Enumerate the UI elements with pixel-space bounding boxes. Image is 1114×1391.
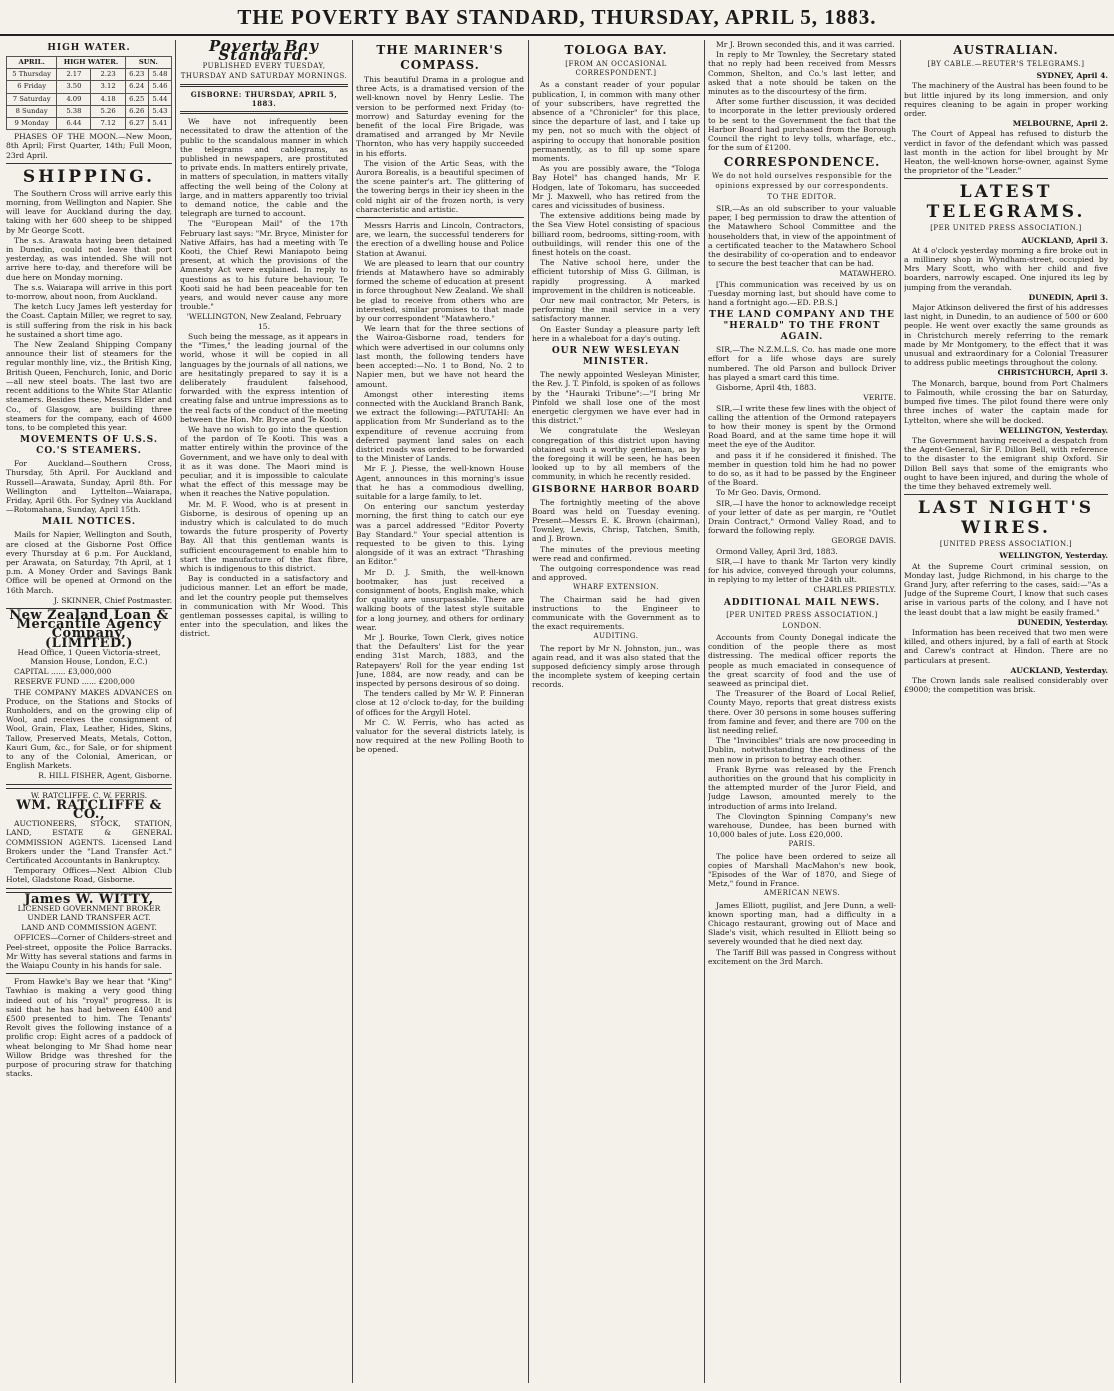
paragraph: Our new mail contractor, Mr Peters, is performing the mail service in a very satisfactory manner. [532, 296, 700, 324]
column-rule [704, 40, 705, 1383]
table-row: 7 Saturday 4.09 4.18 6.25 5.44 [7, 93, 172, 105]
paragraph: Amongst other interesting items connected with the Auckland Branch Bank, we extract the following:—PATUTAHI: An application from Mr Sunderland as to the expenditure of revenue accruing from deferred payment land sales on each district roads was ordered to be forwarded to the Minister of Lands. [356, 389, 524, 464]
paragraph: Mr J. Bourke, Town Clerk, gives notice that the Defaulters' List for the year ending 31st March, 1883, and the Ratepayers' Roll for the year ending 1st June, 1884, are now ready, and can be inspected by persons desirous of so doing. [356, 632, 524, 688]
column-rule [528, 40, 529, 1383]
paragraph: The vision of the Artic Seas, with the Aurora Borealis, is a beautiful specimen of the scene painter's art. The glittering of the towering bergs in their icy sheen in the cold night air of the frozen north, is very characteristic and artistic. [356, 158, 524, 214]
paragraph: The "European Mail" of the 17th February last says: "Mr. Bryce, Minister for Native Affairs, has had a meeting with Te Kooti, the Chief Rewi Maniapoto being present, at which the provisions of the Amnesty Act were explained. In reply to questions as to his future behaviour, Te Kooti said he had been peaceable for ten years, and would never cause any more trouble." [180, 219, 348, 312]
paragraph: Major Atkinson delivered the first of his addresses last night, in Dunedin, to an audience of 500 or 600 people. He went over exactly the same grounds as in Christchurch merely referring to the remark made by Mr Montgomery, to the effect that it was unusual and extraordinary for a Colonial Treasurer to address public meetings throughout the colony. [904, 303, 1108, 368]
ad-title: James W. WITTY, [24, 891, 154, 907]
tide-col-header: SUN. [125, 57, 171, 69]
paragraph: SIR,—The N.Z.M.L.S. Co. has made one more effort for a life whose days are surely numbered. The old Parson and bullock Driver has played a smart card this time. [708, 345, 896, 382]
paragraph: The Chairman said he had given instructions to the Engineer to communicate with the Government as to the exact requirements. [532, 594, 700, 632]
paragraph: SIR,—I have the honor to acknowledge receipt of your letter of date as per margin, re "Outlet Drain Contract," Ormond Valley Road, and to forward the following reply. [708, 498, 896, 536]
paragraph: The "Invincibles" trials are now proceeding in Dublin, notwithstanding the readiness of the men now in prison to betray each other. [708, 736, 896, 764]
paragraph: As you are possibly aware, the "Tologa Bay Hotel" has changed hands, Mr F. Hodgen, late of Tokomaru, has succeeded Mr J. Maxwell, who has retired from the cares and vicissitudes of business. [532, 164, 700, 211]
paragraph: We are pleased to learn that our country friends at Matawhero have so admirably formed the scheme of education at present in force throughout New Zealand. We shall be glad to receive from others who are interested, similar promises to that made by our correspondent "Matawhero." [356, 258, 524, 324]
paragraph: This beautiful Drama in a prologue and three Acts, is a dramatised version of the well-known novel by Henry Leslie. The version to be performed next Friday (to-morrow) and Saturday evening for the benefit of the local Fire Brigade, was dramatised and arranged by Mr Nevile Thornton, who has very happily succeeded in his efforts. [356, 75, 524, 158]
paragraph: After some further discussion, it was decided to incorporate in the letter previously ordered to be sent to the Government the fact that the Harbor Board had purchased from the Borough Council the right to levy tolls, wharfage, etc., for the sum of £1200. [708, 97, 896, 153]
column-5: Mr J. Brown seconded this, and it was carried. In reply to Mr Townley, the Secretary stated that no reply had been received from Messrs Common, Shelton, and Co.'s last letter, and asked that a note should be taken on the minutes as to the discourtesy of the firm. After some further discussion, it was decided to incorporate in the letter previously ordered to be sent to the Government the fact that the Harbor Board had purchased from the Borough Council the right to levy tolls, wharfage, etc., for the sum of £1200. CORRESPONDENCE. We do not hold ourselves responsible for the opinions expressed by our correspondents. TO THE EDITOR. SIR,—As an old subscriber to your valuable paper, I beg permission to draw the attention of the Matawhero School Committee and the householders that, in view of the appointment of a certificated teacher to the Matawhero School the desirability of co-operation and to endeavor to secure the best teacher that can be had. MATAWHERO. [This communication was received by us on Tuesday morning last, but should have come to hand a fortnight ago.—ED. P.B.S.] THE LAND COMPANY AND THE "HERALD" TO THE FRONT AGAIN. SIR,—The N.Z.M.L.S. Co. has made one more effort for a life whose days are surely numbered. The old Parson and bullock Driver has played a smart card this time. Gisborne, April 4th, 1883. VERITE. SIR,—I write these few lines with the object of calling the attention of the Ormond ratepayers to how their money is spent by the Ormond Road Board, and at the same time hope it will meet the eye of the Auditor. and pass it if he considered it finished. The member in question told him he had no power to do so, as it had to be passed by the Engineer of the Board. To Mr Geo. Davis, Ormond. SIR,—I have the honor to acknowledge receipt of your letter of date as per margin, re "Outlet Drain Contract," Ormond Valley Road, and to forward the following reply. GEORGE DAVIS. Ormond Valley, April 3rd, 1883. SIR,—I have to thank Mr Tarton very kindly for his advice, conveyed through your columns, in replying to my letter of the 24th ult. CHARLES PRIESTLY. ADDITIONAL MAIL NEWS. [PER UNITED PRESS ASSOCIATION.] LONDON. Accounts from County Donegal indicate the condition of the people there as most distressing. The medical officer reports the people as much emaciated in consequence of the great scarcity of food and the use of seaweed as principal diet. The Treasurer of the Board of Local Relief, County Mayo, reports that great distress exists there. Over 30 persons in some houses suffering from famine and fever, and there are 700 on the list needing relief. The "Invincibles" trials are now proceeding in Dublin, notwithstanding the readiness of the men now in prison to betray each other. Frank Byrne was released by the French authorities on the ground that his complicity in the attempted murder of the Juror Field, and Judge Lawson, amounted merely to the introduction of arms into Ireland. The Clovington Spinning Company's new warehouse, Dundee, has been burned with 10,000 bales of jute. Loss £20,000. PARIS. The police have been ordered to seize all copies of Marshall MacMahon's new book, "Episodes of the War of 1870, and Siege of Metz," found in France. AMERICAN NEWS. James Elliott, pugilist, and Jere Dunn, a well-known sporting man, had a difficulty in a Chicago restaurant, growing out of Mace and Slade's visit, which resulted in Elliott being so severely wounded that he died next day. The Tariff Bill was passed in Congress without excitement on the 3rd March. [708, 40, 896, 966]
section-heading: THE LAND COMPANY AND THE "HERALD" TO THE FRONT AGAIN. [709, 310, 895, 343]
paragraph: Accounts from County Donegal indicate the condition of the people there as most distressing. The medical officer reports the people as much emaciated in consequence of the great scarcity of food and the use of seaweed as principal diet. [708, 632, 896, 688]
column-rule [352, 40, 353, 1383]
table-row: 9 Monday 6.44 7.12 6.27 5.41 [7, 118, 172, 130]
editorial-masthead: Poverty Bay Standard. [208, 40, 320, 65]
paragraph: The Southern Cross will arrive early this morning, from Wellington and Napier. She will leave for Auckland during the day, taking with her 600 sheep to be shipped by Mr George Scott. [6, 188, 172, 235]
masthead [0, 0, 1114, 36]
column-rule [900, 40, 901, 1383]
section-heading: TOLOGA BAY. [564, 43, 668, 57]
ad-title: WM. RATCLIFFE & CO., [16, 797, 162, 823]
paragraph: At 4 o'clock yesterday morning a fire broke out in a millinery shop in Wyndham-street, occupied by Mrs Mary Scott, who with her child and five boarders, narrowly escaped. One injured its leg by jumping from the verandah. [904, 245, 1108, 292]
paragraph: The minutes of the previous meeting were read and confirmed. [532, 544, 700, 563]
paragraph: In reply to Mr Townley, the Secretary stated that no reply had been received from Messrs Common, Shelton, and Co.'s last letter, and asked that a note should be taken on the minutes as to the discourtesy of the firm. [708, 50, 896, 97]
paragraph: and pass it if he considered it finished. The member in question told him he had no power to do so, as it had to be passed by the Engineer of the Board. [708, 450, 896, 488]
paragraph: Information has been received that two men were killed, and others injured, by a fall of earth at Stock and Carew's contract at Hindon. There are no particulars at present. [904, 627, 1108, 665]
paragraph: The Government having received a despatch from the Agent-General, Sir F. Dillon Bell, with reference to the disaster to the emigrant ship Oxford. Sir Dillon Bell says that some of the emigrants who ought to have been injured, and during the whole of the time they behaved extremely well. [904, 435, 1108, 491]
paragraph: The Tariff Bill was passed in Congress without excitement on the 3rd March. [708, 947, 896, 966]
mail-heading: MAIL NOTICES. [42, 517, 136, 528]
signature: J. SKINNER, Chief Postmaster. [53, 595, 172, 605]
advertisement: W. RATCLIFFE. C. W. FERRIS. WM. RATCLIFFE & CO., AUCTIONEERS, STOCK, STATION, LAND, ESTATE & GENERAL COMMISSION AGENTS. Licensed Land Brokers under the "Land Transfer Act." Certificated Accountants in Bankruptcy. Temporary Offices—Next Albion Club Hotel, Gladstone Road, Gisborne. [6, 788, 172, 889]
section-heading: LATEST TELEGRAMS. [926, 182, 1086, 223]
column-1 [6, 40, 172, 1383]
section-heading: AUSTRALIAN. [953, 43, 1059, 57]
section-heading: ADDITIONAL MAIL NEWS. [723, 597, 881, 608]
paragraph: The outgoing correspondence was read and approved. [532, 563, 700, 583]
paragraph: The Treasurer of the Board of Local Relief, County Mayo, reports that great distress exists there. Over 30 persons in some houses suffering from famine and fever, and there are 700 on the list needing relief. [708, 689, 896, 735]
paragraph: The Native school here, under the efficient tutorship of Miss G. Gillman, is rapidly progressing. A marked improvement in the children is noticeable. [532, 258, 700, 295]
signature: GEORGE DAVIS. [831, 536, 896, 546]
paragraph: 'WELLINGTON, New Zealand, February 15. [186, 312, 342, 331]
paragraph: The machinery of the Austral has been found to be but little injured by its long immersion, and only requires cleaning to be again in proper working order. [904, 81, 1108, 119]
paragraph: The s.s. Arawata having been detained in Dunedin, could not leave that port yesterday, as was intended. She will not arrive here to-day, and therefore will be due here on Monday morning. [6, 235, 172, 282]
paragraph: On Easter Sunday a pleasure party left here in a whaleboat for a day's outing. [532, 324, 700, 343]
paragraph: Mails for Napier, Wellington and South, are closed at the Gisborne Post Office every Thursday at 6 p.m. For Auckland, per Arawata, on Saturday, 7th April, at 1 p.m. A Money Order and Savings Bank Office will be opened at Ormond on the 16th March. [6, 530, 172, 595]
paragraph: The Clovington Spinning Company's new warehouse, Dundee, has been burned with 10,000 bales of jute. Loss £20,000. [708, 811, 896, 840]
paragraph: The fortnightly meeting of the above Board was held on Tuesday evening. Present—Messrs E. K. Brown (chairman), Townley, Lewis, Chrisp, Tatchen, Smith, and J. Brown. [532, 497, 700, 544]
paragraph: [This communication was received by us on Tuesday morning last, but should have come to hand a fortnight ago.—ED. P.B.S.] [708, 279, 896, 308]
paragraph: We learn that for the three sections of the Wairoa-Gisborne road, tenders for which were advertised in our columns only last month, the following tenders have been accepted:—No. 1 to Bond, No. 2 to Napier men, but we have not heard the amount. [356, 324, 524, 389]
paragraph: SIR,—As an old subscriber to your valuable paper, I beg permission to draw the attention of the Matawhero School Committee and the householders that, in view of the appointment of a certificated teacher to the Matawhero School the desirability of co-operation and to endeavor to secure the best teacher that can be had. [708, 204, 896, 269]
paragraph: The report by Mr N. Johnston, jun., was again read, and it was also stated that the supposed deficiency simply arose through the incomplete system of keeping certain records. [532, 643, 700, 690]
paragraph: The newly appointed Wesleyan Minister, the Rev. J. T. Pinfold, is spoken of as follows by the "Hauraki Tribune":—"I bring Mr Pinfold we shall lose one of the most energetic clergymen we have ever had in this district." [532, 370, 700, 426]
column-6: AUSTRALIAN. [BY CABLE.—REUTER'S TELEGRAMS.] SYDNEY, April 4. The machinery of the Austral has been found to be but little injured by its long immersion, and only requires cleaning to be again in proper working order. MELBOURNE, April 2. The Court of Appeal has refused to disturb the verdict in favor of the defendant which was passed last month in the action for libel brought by Mr Heaton, the well-known horse-owner, against Syme the proprietor of the "Leader." LATEST TELEGRAMS. [PER UNITED PRESS ASSOCIATION.] AUCKLAND, April 3. At 4 o'clock yesterday morning a fire broke out in a millinery shop in Wyndham-street, occupied by Mrs Mary Scott, who with her child and five boarders, narrowly escaped. One injured its leg by jumping from the verandah. DUNEDIN, April 3. Major Atkinson delivered the first of his addresses last night, in Dunedin, to an audience of 500 or 600 people. He went over exactly the same grounds as in Christchurch merely referring to the remark made by Mr Montgomery, to the effect that it was unusual and extraordinary for a Colonial Treasurer to address public meetings throughout the colony. CHRISTCHURCH, April 3. The Monarch, barque, bound from Port Chalmers to Falmouth, while crossing the bar on Saturday, bumped five times. The pilot found there were only three inches of water the captain made for Lyttelton, where she will be docked. WELLINGTON, Yesterday. The Government having received a despatch from the Agent-General, Sir F. Dillon Bell, with reference to the disaster to the emigrant ship Oxford. Sir Dillon Bell says that some of the emigrants who ought to have been injured, and during the whole of the time they behaved extremely well. LAST NIGHT'S WIRES. [UNITED PRESS ASSOCIATION.] WELLINGTON, Yesterday. At the Supreme Court criminal session, on Monday last, Judge Richmond, in his charge to the Grand Jury, after referring to the cases, said:—"As a Judge of the Supreme Court, I know that such cases arise in various parts of the colony, and I have not the least doubt that a law might be easily framed." DUNEDIN, Yesterday. Information has been received that two men were killed, and others injured, by a fall of earth at Stock and Carew's contract at Hindon. There are no particulars at present. AUCKLAND, Yesterday. The Crown lands sale realised considerably over £9000; the competition was brisk. [904, 43, 1108, 695]
paragraph: The Court of Appeal has refused to disturb the verdict in favor of the defendant which was passed last month in the action for libel brought by Mr Heaton, the well-known horse-owner, against Syme the proprietor of the "Leader." [904, 129, 1108, 176]
paragraph: We have not infrequently been necessitated to draw the attention of the public to the scandalous manner in which the telegrams and cablegrams, as published in newspapers, are prostituted to private ends. In matters entirely private, in matters of speculation, in matters vitally affecting the well being of the Colony at large, and in matters apparently too trivial to demand notice, the cable and the telegraph are turned to account. [180, 117, 348, 219]
paragraph: SIR,—I have to thank Mr Tarton very kindly for his advice, conveyed through your columns, in replying to my letter of the 24th ult. [708, 556, 896, 585]
paragraph: Such being the message, as it appears in the "Times," the leading journal of the world, whose it will be copied in all languages by the journals of all nations, we are hesitatingly prepared to say it is a deliberately fraudulent falsehood, forwarded with the express intention of creating false and untrue impressions as to the real facts of the conduct of the meeting between the Hon. Mr. Bryce and Te Kooti. [180, 331, 348, 424]
column-rule [175, 40, 176, 1383]
signature: CHARLES PRIESTLY. [813, 585, 896, 595]
paragraph: For Auckland—Southern Cross, Thursday, 5th April. For Auckland and Russell—Arawata, Sunday, April 8th. For Wellington and Lyttelton—Waiarapa, Friday, April 6th. For Sydney via Auckland—Rotomahana, Sunday, April 15th. [6, 459, 172, 515]
paragraph: Messrs Harris and Lincoln, Contractors, are, we learn, the successful tenderers for the erection of a dwelling house and Police Station at Awanui. [356, 221, 524, 258]
shipping-heading: SHIPPING. [22, 166, 156, 187]
paragraph: SIR,—I write these few lines with the object of calling the attention of the Ormond ratepayers to how their money is spent by the Ormond Road Board, and at the same time hope it will meet the eye of the Auditor. [708, 403, 896, 450]
newspaper-title: THE POVERTY BAY STANDARD, THURSDAY, APRIL 5, 1883. [237, 5, 877, 29]
table-row: 8 Sunday 5.38 5.26 6.26 5.43 [7, 105, 172, 117]
section-heading: OUR NEW WESLEYAN MINISTER. [551, 346, 681, 368]
tide-table [6, 56, 172, 130]
paragraph: The extensive additions being made by the Sea View Hotel consisting of spacious billiard room, bedrooms, sitting-room, with outbuildings, will render this one of the finest hotels on the coast. [532, 211, 700, 258]
paragraph: The ketch Lucy James left yesterday for the Coast. Captain Miller, we regret to say, is still suffering from the risk in his back he sustained a short time ago. [6, 302, 172, 339]
paragraph: As a constant reader of your popular publication, I, in common with many other of your subscribers, have regretted the absence of a "Chronicler" for this place, since the departure of last, and I take up my pen, not so much with the object of aspiring to occupy that honorable position permanently, as to fill up some spare moments. [532, 80, 700, 164]
advertisement: New Zealand Loan & Mercantile Agency Company, (LIMITED.) Head Office, 1 Queen Victoria-street, Mansion House, London, E.C.) CAPITAL ...... £3,000,000 RESERVE FUND ...... £200,000 THE COMPANY MAKES ADVANCES on Produce, on the Stations and Stocks of Runholders, and on the growing clip of Wool, and receives the consignment of Wool, Grain, Flax, Leather, Hides, Skins, Tallow, Preserved Meats, Metals, Cotton, Kauri Gum, &c., for Sale, or for shipment to any of the Colonial, American, or English Markets. R. HILL FISHER, Agent, Gisborne. [6, 608, 172, 785]
advertisement: James W. WITTY, LICENSED GOVERNMENT BROKER UNDER LAND TRANSFER ACT. LAND AND COMMISSION AGENT. OFFICES—Corner of Childers-street and Peel-street, opposite the Police Barracks. Mr Witty has several stations and farms in the Waiapu County in his hands for sale. [6, 892, 172, 975]
section-heading: THE MARINER'S COMPASS. [376, 43, 504, 72]
column-3 [356, 40, 524, 1383]
paragraph: Mr F. J. Piesse, the well-known House Agent, announces in this morning's issue that he has a commodious dwelling, suitable for a large family, to let. [356, 464, 524, 501]
paragraph: Mr J. Brown seconded this, and it was carried. [716, 40, 895, 49]
signature: VERITE. [863, 393, 896, 403]
column-4: TOLOGA BAY. [FROM AN OCCASIONAL CORRESPONDENT.] As a constant reader of your popular publication, I, in common with many other of your subscribers, have regretted the absence of a "Chronicler" for this place, since the departure of last, and I take up my pen, not so much with the object of aspiring to occupy that honorable position permanently, as to fill up some spare moments. As you are possibly aware, the "Tologa Bay Hotel" has changed hands, Mr F. Hodgen, late of Tokomaru, has succeeded Mr J. Maxwell, who has retired from the cares and vicissitudes of business. The extensive additions being made by the Sea View Hotel consisting of spacious billiard room, bedrooms, sitting-room, with outbuildings, will render this one of the finest hotels on the coast. The Native school here, under the efficient tutorship of Miss G. Gillman, is rapidly progressing. A marked improvement in the children is noticeable. Our new mail contractor, Mr Peters, is performing the mail service in a very satisfactory manner. On Easter Sunday a pleasure party left here in a whaleboat for a day's outing. OUR NEW WESLEYAN MINISTER. The newly appointed Wesleyan Minister, the Rev. J. T. Pinfold, is spoken of as follows by the "Hauraki Tribune":—"I bring Mr Pinfold we shall lose one of the most energetic clergymen we have ever had in this district." We congratulate the Wesleyan congregation of this district upon having obtained such a worthy gentleman, as by the foregoing it will be seen, he has been looked up to by all members of the community, in which he recently resided. GISBORNE HARBOR BOARD The fortnightly meeting of the above Board was held on Tuesday evening. Present—Messrs E. K. Brown (chairman), Townley, Lewis, Chrisp, Tatchen, Smith, and J. Brown. The minutes of the previous meeting were read and confirmed. The outgoing correspondence was read and approved. WHARF EXTENSION. The Chairman said he had given instructions to the Engineer to communicate with the Government as to the exact requirements. AUDITING. The report by Mr N. Johnston, jun., was again read, and it was also stated that the supposed deficiency simply arose through the incomplete system of keeping certain records. [532, 43, 700, 690]
paragraph: The Monarch, barque, bound from Port Chalmers to Falmouth, while crossing the bar on Saturday, bumped five times. The pilot found there were only three inches of water the captain made for Lyttelton, where she will be docked. [904, 378, 1108, 425]
paragraph: The s.s. Waiarapa will arrive in this port to-morrow, about noon, from Auckland. [6, 282, 172, 302]
paragraph: James Elliott, pugilist, and Jere Dunn, a well-known sporting man, had a difficulty in a Chicago restaurant, growing out of Mace and Slade's visit, which resulted in Elliott being so severely wounded that he died next day. [708, 900, 896, 947]
section-heading: GISBORNE HARBOR BOARD [532, 484, 700, 495]
paragraph: On entering our sanctum yesterday morning, the first thing to catch our eye was a parcel addressed "Editor Poverty Bay Standard." Your special attention is requested to be given to this. Lying alongside of it was an extract "Thrashing an Editor." [356, 502, 524, 567]
paragraph: The New Zealand Shipping Company announce their list of steamers for the regular monthly line, viz., the British King, British Queen, Fenchurch, Ionic, and Doric—all new steel boats. The last two are recent additions to the White Star Atlantic steamers. Besides these, Messrs Elder and Co., of Glasgow, are building three steamers for the company, each of 4600 tons, to be completed this year. [6, 340, 172, 432]
table-row: 5 Thursday 2.17 2.23 6.23 5.48 [7, 69, 172, 81]
paragraph: From Hawke's Bay we hear that "King" Tawhiao is making a very good thing indeed out of his "royal" progress. It is said that he has had between £400 and £500 presented to him. The Tenants' Revolt gives the following instance of a prolific crop: Eight acres of a paddock of wheat belonging to Mr Shad home near Willow Bridge was threshed for the purpose of procuring straw for thatching stacks. [6, 977, 172, 1079]
tide-col-header: APRIL. [7, 57, 57, 69]
dateline: GISBORNE: THURSDAY, APRIL 5, 1883. [190, 89, 338, 109]
paragraph: We congratulate the Wesleyan congregation of this district upon having obtained such a worthy gentleman, as by the foregoing it will be seen, he has been looked up to by all members of the community, in which he recently resided. [532, 426, 700, 482]
paragraph: The police have been ordered to seize all copies of Marshall MacMahon's new book, "Episodes of the War of 1870, and Siege of Metz," found in France. [708, 851, 896, 889]
tide-heading: HIGH WATER. [47, 43, 131, 53]
paragraph: Bay is conducted in a satisfactory and judicious manner. Let an effort be made, and let the country people put themselves in communication with Mr Wood. This gentleman possesses capital, is willing to enter into the speculation, and likes the district. [180, 574, 348, 639]
section-heading: LAST NIGHT'S WIRES. [917, 498, 1095, 539]
section-heading: CORRESPONDENCE. [723, 155, 881, 170]
paragraph: We have no wish to go into the question of the pardon of Te Kooti. This was a matter entirely within the province of the Government, and we have only to deal with it as it was done. The Maori mind is peculiar, and it is impossible to calculate what the effect of this message may be when it reaches the Native population. [180, 424, 348, 499]
paragraph: The tenders called by Mr W. P. Finneran close at 12 o'clock to-day, for the building of offices for the Argyll Hotel. [356, 689, 524, 717]
paragraph: Mr C. W. Ferris, who has acted as valuator for the several districts lately, is now required at the new Polling Booth to be opened. [356, 717, 524, 755]
paragraph: Frank Byrne was released by the French authorities on the ground that his complicity in the attempted murder of the Juror Field, and Judge Lawson, amounted merely to the introduction of arms into Ireland. [708, 764, 896, 811]
paragraph: The Crown lands sale realised considerably over £9000; the competition was brisk. [904, 675, 1108, 695]
table-row: 6 Friday 3.50 3.12 6.24 5.46 [7, 81, 172, 93]
signature: MATAWHERO. [839, 269, 896, 279]
paragraph: At the Supreme Court criminal session, on Monday last, Judge Richmond, in his charge to the Grand Jury, after referring to the cases, said:—"As a Judge of the Supreme Court, I know that such cases arise in various parts of the colony, and I have not the least doubt that a law might be easily framed." [904, 561, 1108, 617]
ad-title: New Zealand Loan & Mercantile Agency Company, (LIMITED.) [9, 607, 169, 651]
column-2: Poverty Bay Standard. PUBLISHED EVERY TUESDAY, THURSDAY AND SATURDAY MORNINGS. GISBORNE: THURSDAY, APRIL 5, 1883. We have not infrequently been necessitated to draw the attention of the public to the scandalous manner in which the telegrams and cablegrams, as published in newspapers, are prostituted to private ends. In matters entirely private, in matters of speculation, in matters vitally affecting the well being of the Colony at large, and in matters apparently too trivial to demand notice, the cable and the telegraph are turned to account. The "European Mail" of the 17th February last says: "Mr. Bryce, Minister for Native Affairs, has had a meeting with Te Kooti, the Chief Rewi Maniapoto being present, at which the provisions of the Amnesty Act were explained. In reply to questions as to his future behaviour, Te Kooti said he had been peaceable for ten years, and would never cause any more trouble." 'WELLINGTON, New Zealand, February 15. Such being the message, as it appears in the "Times," the leading journal of the world, whose it will be copied in all languages by the journals of all nations, we are hesitatingly prepared to say it is a deliberately fraudulent falsehood, forwarded with the express intention of creating false and untrue impressions as to the real facts of the conduct of the meeting between the Hon. Mr. Bryce and Te Kooti. We have no wish to go into the question of the pardon of Te Kooti. This was a matter entirely within the province of the Government, and we have only to deal with it as it was done. The Maori mind is peculiar, and it is impossible to calculate what the effect of this message may be when it reaches the Native population. Mr. M. F. Wood, who is at present in Gisborne, is desirous of opening up an industry which is calculated to do much towards the future prosperity of Poverty Bay. All that this gentleman wants is sufficient encouragement to enable him to start the manufacture of the flax fibre, which is indigenous to this district. Bay is conducted in a satisfactory and judicious manner. Let an effort be made, and let the country people put themselves in communication with Mr Wood. This gentleman possesses capital, is willing to enter into the speculation, and likes the district. [180, 40, 348, 639]
movements-heading: MOVEMENTS OF U.S.S. CO.'S STEAMERS. [19, 435, 158, 457]
tide-col-header: HIGH WATER. [57, 57, 125, 69]
paragraph: Mr. M. F. Wood, who is at present in Gisborne, is desirous of opening up an industry which is calculated to do much towards the future prosperity of Poverty Bay. All that this gentleman wants is sufficient encouragement to enable him to start the manufacture of the flax fibre, which is indigenous to this district. [180, 499, 348, 573]
tide-note: PHASES OF THE MOON.—New Moon, 8th April; First Quarter, 14th; Full Moon, 23rd April. [6, 132, 172, 160]
paragraph: Mr D. J. Smith, the well-known bootmaker, has just received a consignment of boots, English make, which for quality are unsurpassable. There are walking boots of the latest style suitable for a long journey, and others for ordinary wear. [356, 567, 524, 632]
